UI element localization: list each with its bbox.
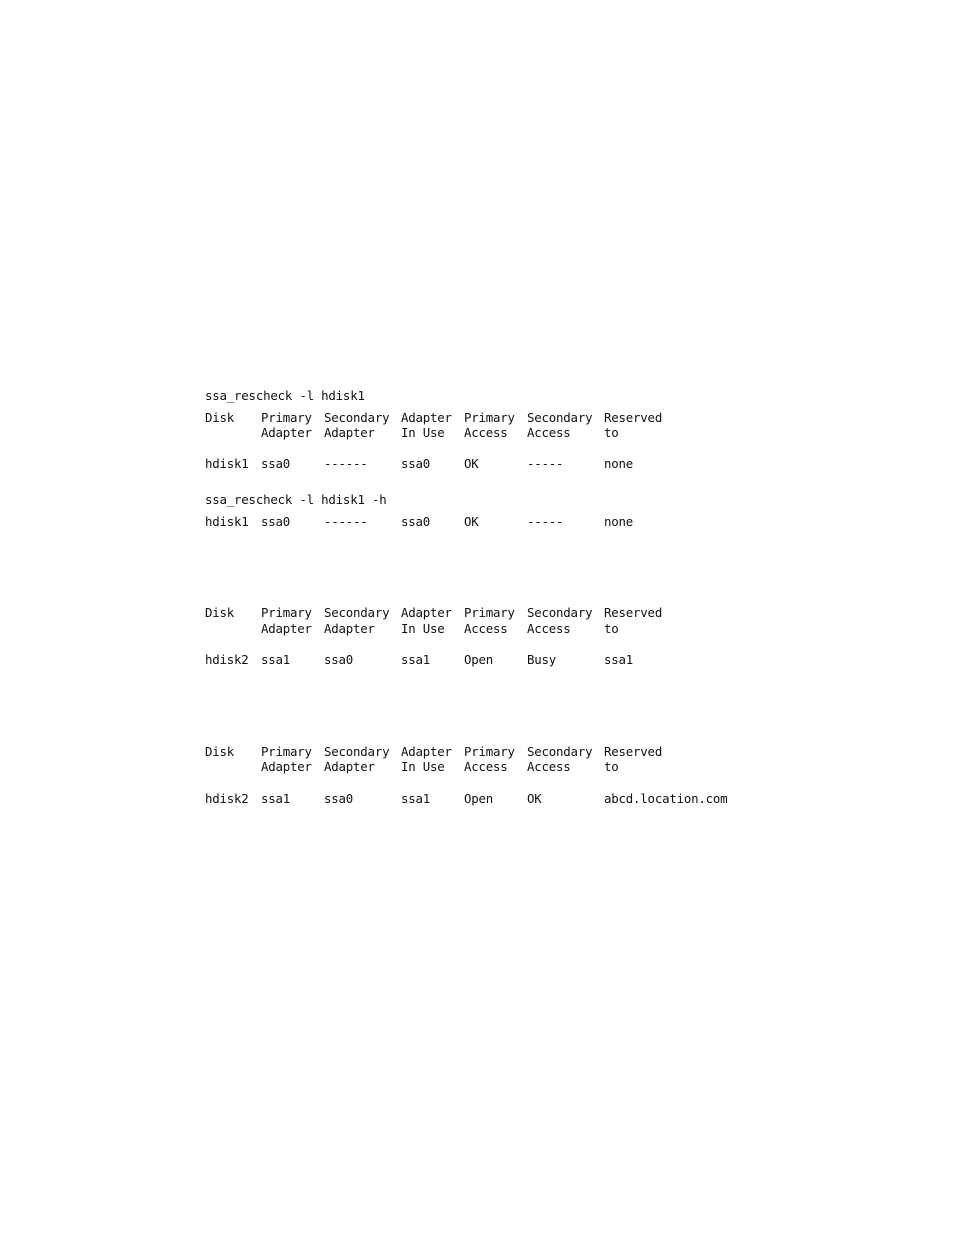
cell-secondary-access: ----- <box>527 456 564 471</box>
command-line-2 <box>205 492 387 508</box>
cell-secondary-access: OK <box>527 791 542 806</box>
header-primary-access: Primary <box>464 744 515 759</box>
cell-secondary-adapter: ------ <box>324 514 368 529</box>
header-secondary-access: Secondary <box>527 744 593 759</box>
cell-reserved-to: none <box>604 456 634 471</box>
table-header-row-2 <box>205 759 619 775</box>
cell-adapter-in-use: ssa0 <box>401 514 431 529</box>
cell-adapter-in-use: ssa0 <box>401 456 431 471</box>
cell-reserved-to: none <box>604 514 634 529</box>
cell-primary-adapter: ssa1 <box>261 791 291 806</box>
cell-primary-adapter: ssa0 <box>261 514 291 529</box>
cell-secondary-adapter: ssa0 <box>324 652 354 667</box>
header-secondary-adapter: Adapter <box>324 425 375 440</box>
header-adapter: Adapter <box>401 744 452 759</box>
cell-secondary-access: Busy <box>527 652 557 667</box>
header-reserved: Reserved <box>604 605 663 620</box>
header-disk: Disk <box>205 605 235 620</box>
header-secondary-adapter: Adapter <box>324 759 375 774</box>
header-secondary: Secondary <box>324 410 390 425</box>
header-primary: Primary <box>261 410 312 425</box>
header-in-use: In Use <box>401 621 445 636</box>
header-to: to <box>604 425 619 440</box>
header-adapter: Adapter <box>401 605 452 620</box>
cell-primary-access: OK <box>464 514 479 529</box>
header-secondary: Secondary <box>324 605 390 620</box>
cell-primary-access: OK <box>464 456 479 471</box>
table-header-row-2 <box>205 425 619 441</box>
header-secondary-adapter: Adapter <box>324 621 375 636</box>
cell-primary-adapter: ssa1 <box>261 652 291 667</box>
cell-disk: hdisk1 <box>205 456 249 471</box>
cell-primary-adapter: ssa0 <box>261 456 291 471</box>
header-primary-adapter: Adapter <box>261 759 312 774</box>
table-row <box>205 791 728 807</box>
header-to: to <box>604 621 619 636</box>
table-row <box>205 652 634 668</box>
command-text: ssa_rescheck -l hdisk1 -h <box>205 492 387 507</box>
table-header-row-1 <box>205 744 663 760</box>
header-secondary-access: Secondary <box>527 605 593 620</box>
table-header-row-1 <box>205 410 663 426</box>
header-reserved: Reserved <box>604 744 663 759</box>
header-primary-access: Primary <box>464 410 515 425</box>
cell-primary-access: Open <box>464 652 494 667</box>
cell-secondary-access: ----- <box>527 514 564 529</box>
header-access: Access <box>464 425 508 440</box>
header-secondary: Secondary <box>324 744 390 759</box>
cell-disk: hdisk2 <box>205 791 249 806</box>
cell-reserved-to: ssa1 <box>604 652 634 667</box>
table-header-row-2 <box>205 621 619 637</box>
cell-adapter-in-use: ssa1 <box>401 791 431 806</box>
header-adapter: Adapter <box>401 410 452 425</box>
cell-reserved-to: abcd.location.com <box>604 791 728 806</box>
cell-adapter-in-use: ssa1 <box>401 652 431 667</box>
header-in-use: In Use <box>401 425 445 440</box>
header-to: to <box>604 759 619 774</box>
header-disk: Disk <box>205 744 235 759</box>
cell-disk: hdisk1 <box>205 514 249 529</box>
header-access-2: Access <box>527 621 571 636</box>
header-access-2: Access <box>527 759 571 774</box>
command-line-1 <box>205 388 365 404</box>
table-header-row-1 <box>205 605 663 621</box>
header-access: Access <box>464 621 508 636</box>
header-primary-access: Primary <box>464 605 515 620</box>
table-row <box>205 514 634 530</box>
cell-primary-access: Open <box>464 791 494 806</box>
header-primary: Primary <box>261 605 312 620</box>
header-primary-adapter: Adapter <box>261 425 312 440</box>
cell-secondary-adapter: ssa0 <box>324 791 354 806</box>
command-text: ssa_rescheck -l hdisk1 <box>205 388 365 403</box>
header-secondary-access: Secondary <box>527 410 593 425</box>
header-disk: Disk <box>205 410 235 425</box>
header-in-use: In Use <box>401 759 445 774</box>
header-access: Access <box>464 759 508 774</box>
cell-secondary-adapter: ------ <box>324 456 368 471</box>
header-reserved: Reserved <box>604 410 663 425</box>
header-access-2: Access <box>527 425 571 440</box>
header-primary: Primary <box>261 744 312 759</box>
cell-disk: hdisk2 <box>205 652 249 667</box>
table-row <box>205 456 634 472</box>
header-primary-adapter: Adapter <box>261 621 312 636</box>
